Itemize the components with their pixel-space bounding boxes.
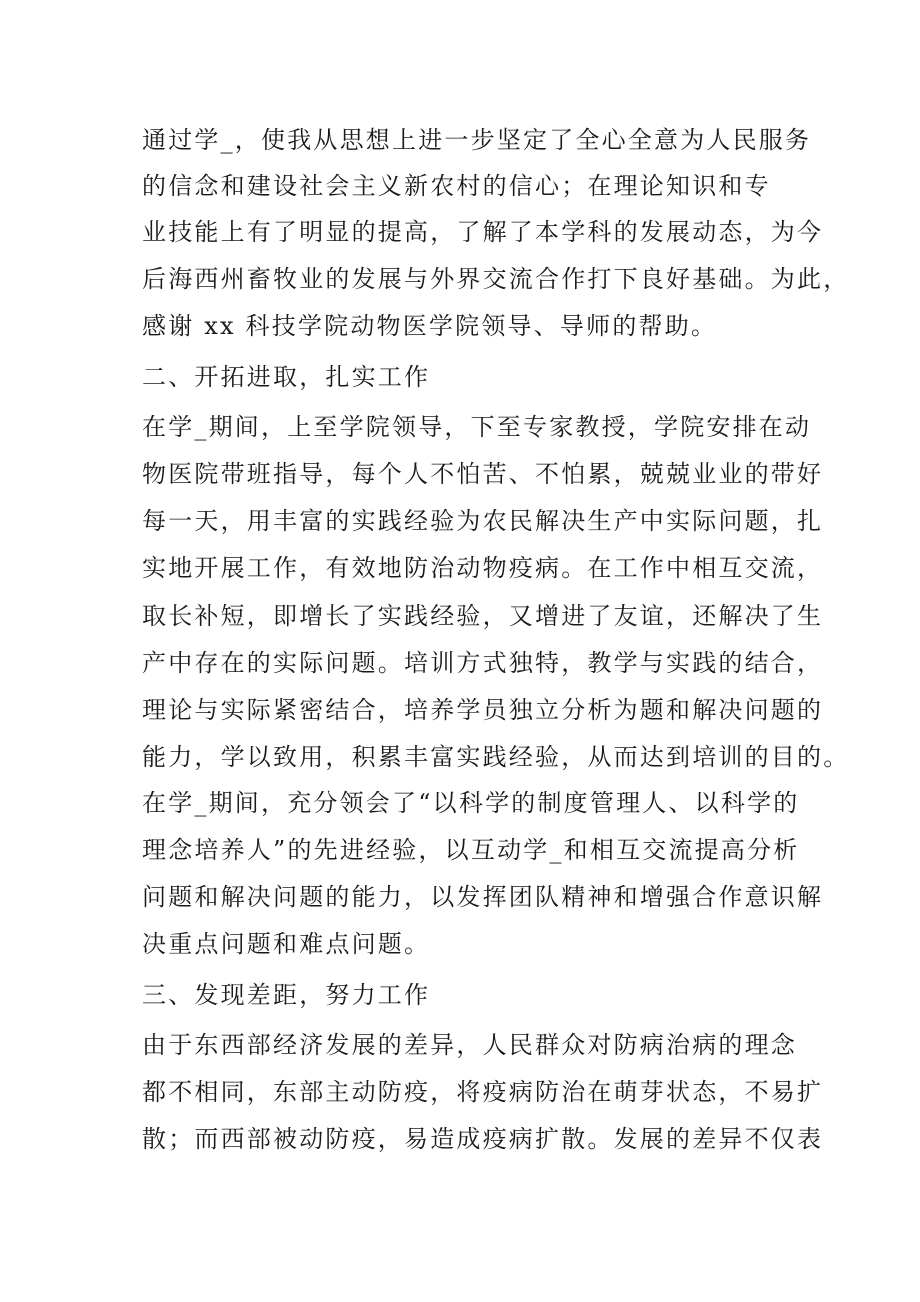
- text-line: 取长补短，即增长了实践经验，又增进了友谊，还解决了生: [142, 602, 824, 630]
- text-line: 在学_期间，充分领会了“以科学的制度管理人、以科学的: [142, 789, 800, 817]
- text-line: 实地开展工作，有效地防治动物疫病。在工作中相互交流，: [142, 554, 824, 582]
- text-line: 每一天，用丰富的实践经验为农民解决生产中实际问题，扎: [142, 507, 824, 535]
- text-line: 通过学_，使我从思想上进一步坚定了全心全意为人民服务: [142, 126, 812, 154]
- section-heading: 三、发现差距，努力工作: [142, 981, 431, 1009]
- text-line: 物医院带班指导，每个人不怕苦、不怕累，兢兢业业的带好: [142, 460, 824, 488]
- text-line: 在学_期间，上至学院领导，下至专家教授，学院安排在动: [142, 413, 812, 441]
- text-line: 散；而西部被动防疫，易造成疫病扩散。发展的差异不仅表: [142, 1125, 824, 1153]
- section-heading: 二、开拓进取，扎实工作: [142, 363, 431, 391]
- text-line: 问题和解决问题的能力，以发挥团队精神和增强合作意识解: [142, 883, 824, 911]
- text-line: 后海西州畜牧业的发展与外界交流合作打下良好基础。为此，: [142, 265, 850, 293]
- text-line: 产中存在的实际问题。培训方式独特，教学与实践的结合，: [142, 649, 824, 677]
- text-line: 由于东西部经济发展的差异，人民群众对防病治病的理念: [142, 1031, 797, 1059]
- text-line: 决重点问题和难点问题。: [142, 930, 431, 958]
- text-line: 业技能上有了明显的提高，了解了本学科的发展动态，为今: [142, 218, 824, 246]
- text-line: 的信念和建设社会主义新农村的信心；在理论知识和专: [142, 172, 771, 200]
- text-line: 感谢 xx 科技学院动物医学院领导、导师的帮助。: [142, 312, 718, 340]
- text-line: 能力，学以致用，积累丰富实践经验，从而达到培训的目的。: [142, 743, 850, 771]
- text-line: 都不相同，东部主动防疫，将疫病防治在萌芽状态，不易扩: [142, 1078, 824, 1106]
- text-line: 理念培养人”的先进经验，以互动学_和相互交流提高分析: [142, 836, 800, 864]
- text-line: 理论与实际紧密结合，培养学员独立分析为题和解决问题的: [142, 696, 824, 724]
